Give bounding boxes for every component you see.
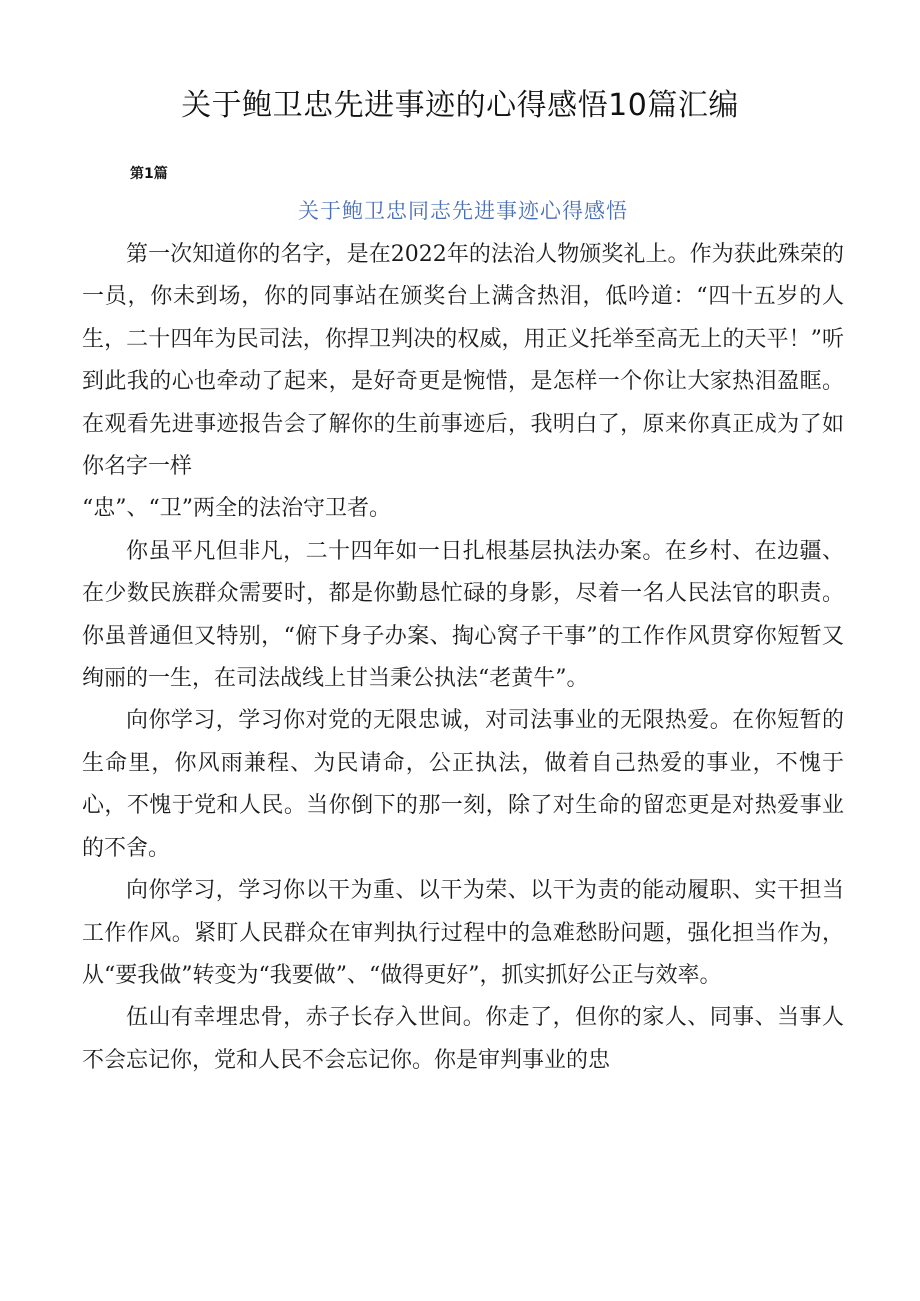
paragraph-4: 向你学习，学习你对党的无限忠诚，对司法事业的无限热爱。在你短暂的生命里，你风雨兼程、为民请命，公正执法，做着自己热爱的事业，不愧于心，不愧于党和人民。当你倒下的那一刻，除了对生命的留恋更是对热爱事业的不舍。 (82, 708, 844, 861)
paragraph-2: “忠”、“卫”两全的法治守卫者。 (82, 496, 391, 522)
article-subtitle: 关于鲍卫忠同志先进事迹心得感悟 (298, 199, 628, 223)
paragraph-3: 你虽平凡但非凡，二十四年如一日扎根基层执法办案。在乡村、在边疆、在少数民族群众需要时，都是你勤恳忙碌的身影，尽着一名人民法官的职责。你虽普通但又特别，“俯下身子办案、掏心窝子干事”的工作作风贯穿你短暂又绚丽的一生，在司法战线上甘当秉公执法“老黄牛”。 (82, 538, 844, 692)
paragraph-1: 第一次知道你的名字，是在2022年的法治人物颁奖礼上。作为获此殊荣的一员，你未到场，你的同事站在颁奖台上满含热泪，低吟道：“四十五岁的人生，二十四年为民司法，你捍卫判决的权威，用正义托举至高无上的天平！”听到此我的心也牵动了起来，是好奇更是惋惜，是怎样一个你让大家热泪盈眶。在观看先进事迹报告会了解你的生前事迹后，我明白了，原来你真正成为了如你名字一样 (82, 242, 844, 480)
paragraph-6: 伍山有幸埋忠骨，赤子长存入世间。你走了，但你的家人、同事、当事人不会忘记你，党和人民不会忘记你。你是审判事业的忠 (82, 1005, 844, 1073)
document-title: 关于鲍卫忠先进事迹的心得感悟10篇汇编 (181, 88, 739, 123)
paragraph-5: 向你学习，学习你以干为重、以干为荣、以干为责的能动履职、实干担当工作作风。紧盯人民群众在审判执行过程中的急难愁盼问题，强化担当作为，从“要我做”转变为“我要做”、“做得更好”，抓实抓好公正与效率。 (82, 878, 844, 988)
section-label: 第1篇 (130, 166, 168, 182)
article-body (82, 234, 844, 1082)
